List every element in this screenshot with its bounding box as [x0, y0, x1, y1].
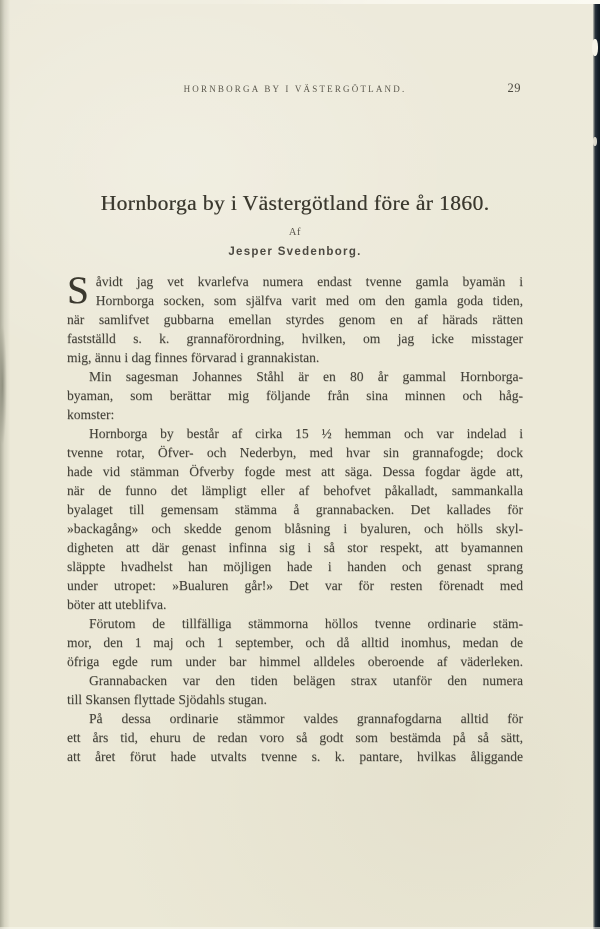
- text-line: byalaget till gemensam stämma å grannabacken. Det kallades för: [67, 502, 523, 517]
- paper-speck: [593, 137, 597, 146]
- paragraph: [67, 671, 523, 709]
- paper-speck: [592, 39, 598, 56]
- text-line: under utropet: »Bualuren går!» Det var för resten förenadt med: [67, 578, 523, 593]
- text-line: åvidt jag vet kvarlefva numera endast tvenne gamla byamän i: [95, 274, 523, 289]
- text-line: mig, ännu i dag finnes förvarad i grannakistan.: [67, 350, 320, 365]
- scan-left-shadow: [0, 0, 12, 929]
- text-line: byaman, som berättar mig följande från sina minnen och håg-: [67, 388, 523, 403]
- text-line: tvenne rotar, Öfver- och Nederbyn, med hvar sin grannafogde; dock: [67, 445, 523, 460]
- paragraph: [67, 367, 523, 424]
- scan-top-edge: [0, 0, 600, 4]
- text-line: hade vid stämman Öfverby fogde mest att säga. Dessa fogdar ägde att,: [67, 464, 523, 479]
- text-line: Min sagesman Johannes Ståhl är en 80 år gammal Hornborga-: [89, 369, 523, 384]
- dropcap-letter: S: [67, 269, 89, 312]
- article-body: [67, 269, 523, 766]
- article-title: Hornborga by i Västergötland före år 1860.: [100, 191, 490, 215]
- text-line: fastställd s. k. grannaförordning, hvilken, om jag icke misstager: [67, 331, 523, 346]
- author-name: Jesper Svedenborg.: [228, 246, 362, 258]
- text-line: att året förut hade utvalts tvenne s. k. pantare, hvilkas åliggande: [67, 749, 523, 764]
- page-number: 29: [507, 81, 521, 95]
- running-header: [67, 81, 523, 98]
- paragraph: [67, 614, 523, 671]
- text-line: digheten att där genast infinna sig i så stor respekt, att byamannen: [67, 540, 523, 555]
- scan-right-edge: [593, 0, 600, 929]
- byline-prefix: Af: [288, 227, 302, 238]
- text-line: när samlifvet gubbarna emellan styrdes genom en af härads rätten: [67, 312, 523, 327]
- paragraph: [67, 424, 523, 614]
- text-line: böter att uteblifva.: [67, 597, 167, 612]
- text-line: Hornborga by består af cirka 15 ½ hemman och var indelad i: [89, 426, 523, 441]
- text-line: Grannabacken var den tiden belägen strax utanför den numera: [89, 673, 523, 688]
- text-line: till Skansen flyttade Sjödahls stugan.: [67, 692, 267, 707]
- text-line: På dessa ordinarie stämmor valdes grannafogdarna alltid för: [89, 711, 523, 726]
- text-line: mor, den 1 maj och 1 september, och då alltid inomhus, medan de: [67, 635, 523, 650]
- text-line: Förutom de tillfälliga stämmorna höllos tvenne ordinarie stäm-: [89, 616, 523, 631]
- text-line: »backagång» och skedde genom blåsning i byaluren, och hölls skyl-: [67, 521, 523, 536]
- text-line: släppte hvadhelst han möjligen hade i handen och genast sprang: [67, 559, 523, 574]
- paragraph: [67, 269, 523, 367]
- text-line: när de funno det lämpligt eller af behofvet påkalladt, sammankalla: [67, 483, 523, 498]
- paragraph: [67, 709, 523, 766]
- text-line: öfriga egde rum under bar himmel alldeles oberoende af väderleken.: [67, 654, 523, 669]
- text-line: komster:: [67, 407, 115, 422]
- text-line: Hornborga socken, som själfva varit med om den gamla goda tiden,: [95, 293, 523, 308]
- running-title: HORNBORGA BY I VÄSTERGÖTLAND.: [183, 84, 407, 94]
- text-line: ett års tid, ehuru de redan voro så godt som bestämda på så sätt,: [67, 730, 523, 745]
